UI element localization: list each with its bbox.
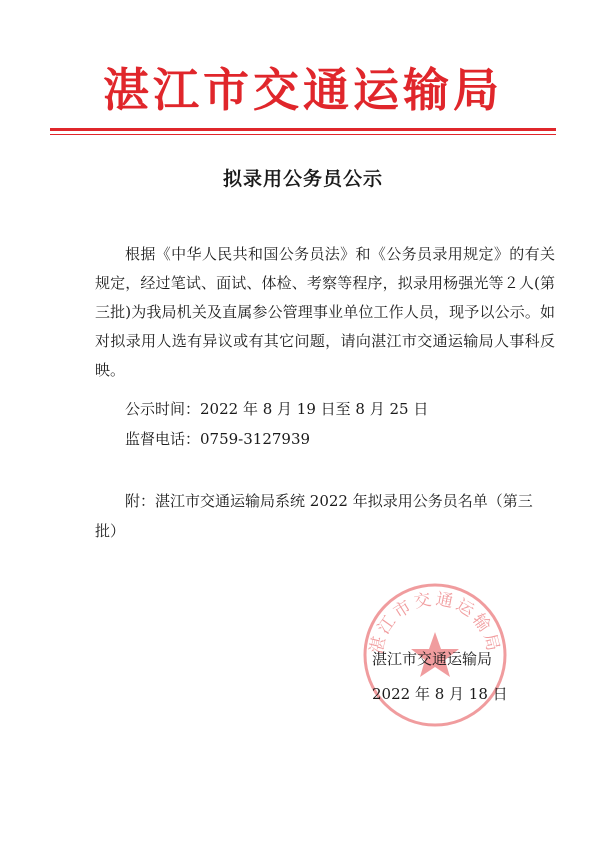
signature-org: 湛江市交通运输局 [372,650,493,668]
signature-date: 2022 年 8 月 18 日 [372,685,508,703]
letterhead-rule-thick [50,128,556,131]
attachment-note: 附：湛江市交通运输局系统 2022 年拟录用公务员名单（第三批） [95,492,533,540]
document-title: 拟录用公务员公示 [222,168,383,190]
body-paragraph-container [95,240,555,385]
seal-text: 湛江市交通运输局 [366,589,504,656]
letterhead-title: 湛江市交通运输局 [103,63,503,117]
signature-block [372,642,508,712]
body-paragraph: 根据《中华人民共和国公务员法》和《公务员录用规定》的有关规定，经过笔试、面试、体检、考察等程序，拟录用杨强光等２人(第三批)为我局机关及直属参公管理事业单位工作人员，现予以公示。如对拟录用人选有异议或有其它问题，请向湛江市交通运输局人事科反映。 [95,245,555,379]
supervision-phone: 监督电话：0759-3127939 [125,430,311,448]
letterhead-rule-thin [50,134,556,135]
publicity-period: 公示时间：2022 年 8 月 19 日至 8 月 25 日 [125,400,429,418]
